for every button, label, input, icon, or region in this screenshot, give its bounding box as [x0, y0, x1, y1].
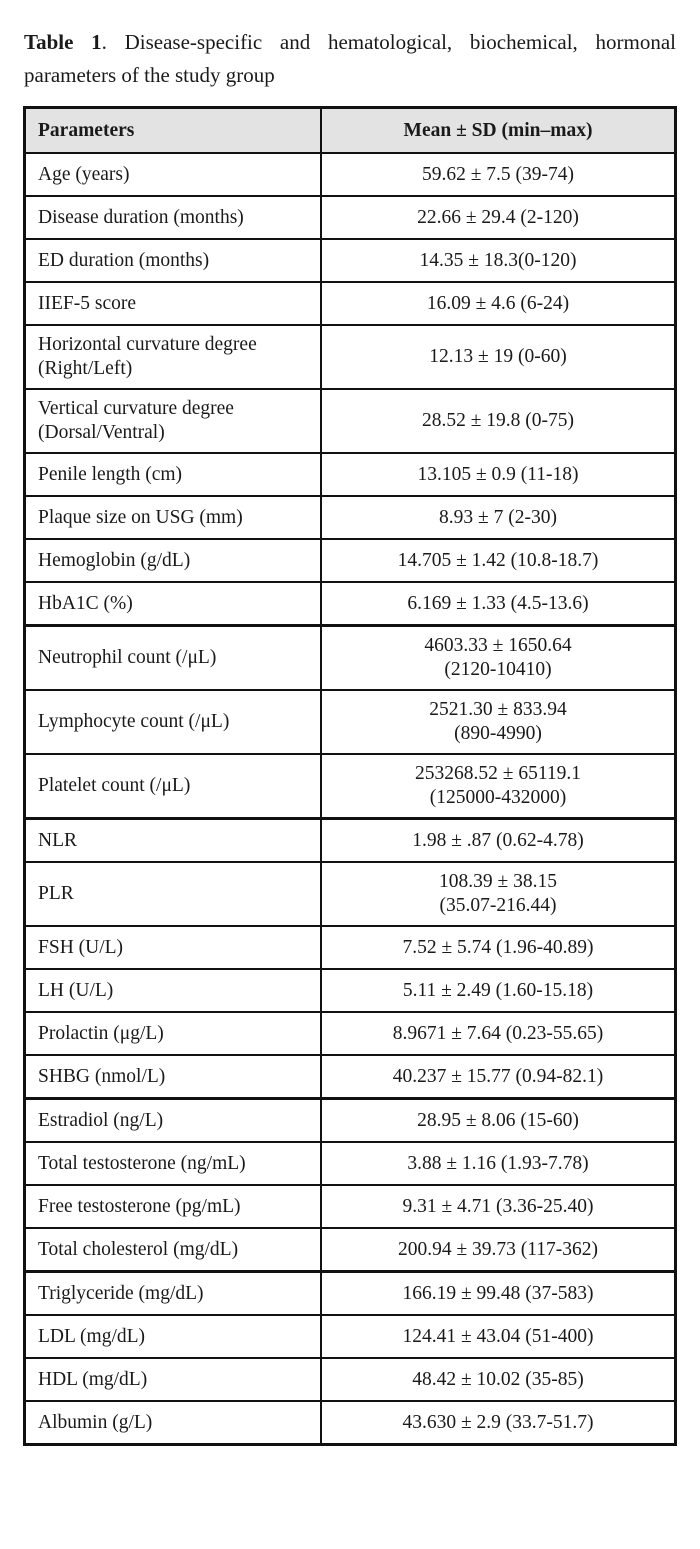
parameter-cell: HDL (mg/dL): [25, 1358, 322, 1401]
table-row: [25, 969, 676, 1012]
table-label: Table 1: [24, 30, 102, 54]
table-row: [25, 453, 676, 496]
parameter-cell: Age (years): [25, 153, 322, 196]
value-cell: 7.52 ± 5.74 (1.96-40.89): [321, 926, 676, 969]
table-body: [25, 153, 676, 1445]
value-cell: [321, 626, 676, 691]
header-parameters: Parameters: [25, 108, 322, 154]
value-cell: 48.42 ± 10.02 (35-85): [321, 1358, 676, 1401]
table-row: [25, 819, 676, 863]
table-row: [25, 389, 676, 453]
value-cell: 200.94 ± 39.73 (117-362): [321, 1228, 676, 1272]
parameter-cell: Lymphocyte count (/μL): [25, 690, 322, 754]
table-row: [25, 1358, 676, 1401]
parameter-cell: Vertical curvature degree (Dorsal/Ventral): [25, 389, 322, 453]
value-cell: 8.93 ± 7 (2-30): [321, 496, 676, 539]
table-row: [25, 582, 676, 626]
value-cell: 3.88 ± 1.16 (1.93-7.78): [321, 1142, 676, 1185]
value-cell: 12.13 ± 19 (0-60): [321, 325, 676, 389]
table-row: [25, 690, 676, 754]
parameter-cell: SHBG (nmol/L): [25, 1055, 322, 1099]
mean-sd-text: 253268.52 ± 65119.1: [415, 763, 581, 784]
parameter-cell: LH (U/L): [25, 969, 322, 1012]
table-row: [25, 1228, 676, 1272]
table-row: [25, 239, 676, 282]
parameter-cell: PLR: [25, 862, 322, 926]
parameter-cell: Albumin (g/L): [25, 1401, 322, 1445]
table-row: [25, 282, 676, 325]
parameter-cell: Triglyceride (mg/dL): [25, 1272, 322, 1316]
table-row: [25, 1272, 676, 1316]
parameter-cell: Platelet count (/μL): [25, 754, 322, 819]
parameter-cell: LDL (mg/dL): [25, 1315, 322, 1358]
parameter-cell: Total cholesterol (mg/dL): [25, 1228, 322, 1272]
parameter-cell: Horizontal curvature degree (Right/Left): [25, 325, 322, 389]
value-cell: 8.9671 ± 7.64 (0.23-55.65): [321, 1012, 676, 1055]
table-row: [25, 1185, 676, 1228]
table-row: [25, 1401, 676, 1445]
value-cell: 28.95 ± 8.06 (15-60): [321, 1099, 676, 1143]
table-row: [25, 862, 676, 926]
parameter-cell: Free testosterone (pg/mL): [25, 1185, 322, 1228]
value-cell: 16.09 ± 4.6 (6-24): [321, 282, 676, 325]
header-row: [25, 108, 676, 154]
range-text: (2120-10410): [444, 659, 552, 680]
table-row: [25, 196, 676, 239]
value-cell: 14.35 ± 18.3(0-120): [321, 239, 676, 282]
table-caption: [24, 26, 676, 92]
table-row: [25, 1055, 676, 1099]
table-row: [25, 626, 676, 691]
parameter-cell: Estradiol (ng/L): [25, 1099, 322, 1143]
value-cell: 59.62 ± 7.5 (39-74): [321, 153, 676, 196]
value-cell: 14.705 ± 1.42 (10.8-18.7): [321, 539, 676, 582]
table-row: [25, 1315, 676, 1358]
parameter-cell: Penile length (cm): [25, 453, 322, 496]
table-row: [25, 1012, 676, 1055]
parameter-cell: Total testosterone (ng/mL): [25, 1142, 322, 1185]
value-cell: [321, 690, 676, 754]
table-row: [25, 153, 676, 196]
parameter-cell: Hemoglobin (g/dL): [25, 539, 322, 582]
parameter-cell: IIEF-5 score: [25, 282, 322, 325]
mean-sd-text: 2521.30 ± 833.94: [429, 699, 567, 720]
parameter-cell: FSH (U/L): [25, 926, 322, 969]
range-text: (890-4990): [454, 723, 542, 744]
value-cell: 9.31 ± 4.71 (3.36-25.40): [321, 1185, 676, 1228]
value-cell: 28.52 ± 19.8 (0-75): [321, 389, 676, 453]
table-row: [25, 539, 676, 582]
parameter-cell: HbA1C (%): [25, 582, 322, 626]
parameter-cell: Plaque size on USG (mm): [25, 496, 322, 539]
value-cell: 166.19 ± 99.48 (37-583): [321, 1272, 676, 1316]
value-cell: 40.237 ± 15.77 (0.94-82.1): [321, 1055, 676, 1099]
table-row: [25, 754, 676, 819]
parameter-cell: ED duration (months): [25, 239, 322, 282]
parameter-cell: NLR: [25, 819, 322, 863]
mean-sd-text: 4603.33 ± 1650.64: [424, 635, 572, 656]
value-cell: 5.11 ± 2.49 (1.60-15.18): [321, 969, 676, 1012]
value-cell: 22.66 ± 29.4 (2-120): [321, 196, 676, 239]
parameters-table: [23, 106, 677, 1446]
range-text: (125000-432000): [429, 787, 567, 808]
value-cell: 43.630 ± 2.9 (33.7-51.7): [321, 1401, 676, 1445]
caption-text: . Disease-specific and hematological, biochemical, hormonal parameters of the study group: [24, 30, 676, 87]
parameter-cell: Disease duration (months): [25, 196, 322, 239]
table-row: [25, 1142, 676, 1185]
value-cell: 6.169 ± 1.33 (4.5-13.6): [321, 582, 676, 626]
table-row: [25, 325, 676, 389]
parameter-cell: Neutrophil count (/μL): [25, 626, 322, 691]
table-row: [25, 1099, 676, 1143]
mean-sd-text: 108.39 ± 38.15: [439, 871, 557, 892]
table-row: [25, 496, 676, 539]
value-cell: [321, 862, 676, 926]
header-mean-sd: Mean ± SD (min–max): [321, 108, 676, 154]
table-row: [25, 926, 676, 969]
value-cell: [321, 754, 676, 819]
value-cell: 1.98 ± .87 (0.62-4.78): [321, 819, 676, 863]
value-cell: 124.41 ± 43.04 (51-400): [321, 1315, 676, 1358]
parameter-cell: Prolactin (μg/L): [25, 1012, 322, 1055]
range-text: (35.07-216.44): [439, 895, 557, 916]
value-cell: 13.105 ± 0.9 (11-18): [321, 453, 676, 496]
